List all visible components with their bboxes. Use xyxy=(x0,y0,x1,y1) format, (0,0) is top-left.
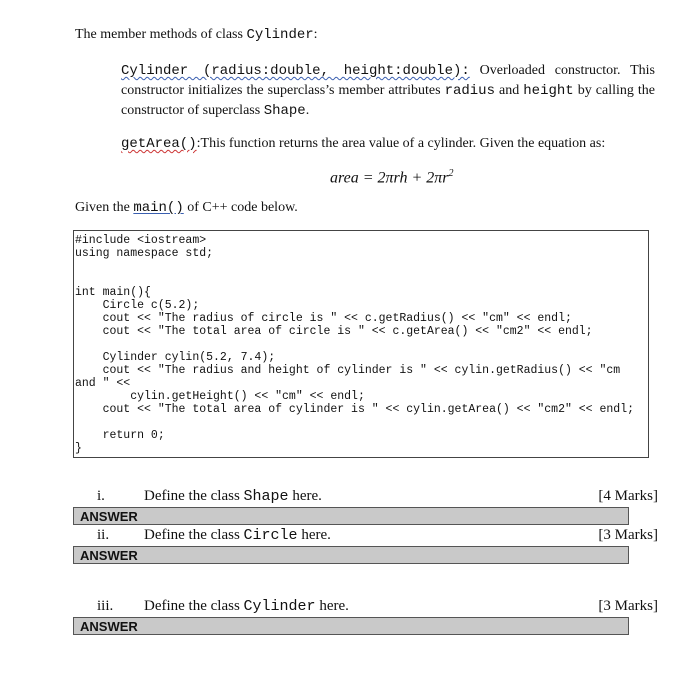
main-fn: main() xyxy=(133,200,184,216)
code-line: cout << "The radius of circle is " << c.getRadius() << "cm" << endl; xyxy=(75,312,572,325)
given-line: Given the main() of C++ code below. xyxy=(75,200,298,216)
question-1-number: i. xyxy=(97,488,105,504)
code-line: cout << "The radius and height of cylinder is " << cylin.getRadius() << "cm xyxy=(75,364,621,377)
superclass-name: Shape xyxy=(263,103,306,119)
getarea-paragraph: getArea():This function returns the area value of a cylinder. Given the equation as: xyxy=(121,136,606,152)
question-1-marks: [4 Marks] xyxy=(598,488,658,504)
code-line: using namespace std; xyxy=(75,247,214,260)
code-line: and " << xyxy=(75,377,131,390)
code-line: cylin.getHeight() << "cm" << endl; xyxy=(75,390,365,403)
code-line: int main(){ xyxy=(75,286,151,299)
question-3-number: iii. xyxy=(97,598,114,614)
code-line: cout << "The total area of circle is " << c.getArea() << "cm2" << endl; xyxy=(75,325,593,338)
constructor-paragraph: Cylinder (radius:double, height:double): Overloaded constructor. This constructor initializes the superclass’s member attributes radius and height by calling the constructor of superclass Shape. xyxy=(121,63,656,119)
attr-radius: radius xyxy=(444,83,495,99)
code-line: cout << "The total area of cylinder is " << cylin.getArea() << "cm2" << endl; xyxy=(75,403,634,416)
question-3-text: Define the class Cylinder here. xyxy=(144,598,349,615)
question-2-marks: [3 Marks] xyxy=(598,527,658,543)
answer-field-3[interactable]: ANSWER xyxy=(73,617,629,635)
code-line: } xyxy=(75,442,82,455)
question-2-text: Define the class Circle here. xyxy=(144,527,331,544)
class-name: Cylinder xyxy=(246,27,314,43)
code-line: #include <iostream> xyxy=(75,234,207,247)
constructor-signature: Cylinder (radius:double, height:double): xyxy=(121,63,470,79)
attr-height: height xyxy=(523,83,574,99)
getarea-signature: getArea() xyxy=(121,136,197,152)
question-2-number: ii. xyxy=(97,527,110,543)
answer-field-2[interactable]: ANSWER xyxy=(73,546,629,564)
code-block xyxy=(73,230,649,458)
answer-field-1[interactable]: ANSWER xyxy=(73,507,629,525)
area-formula: area = $2\pi rh + 2\pi r^2$ xyxy=(330,168,454,187)
intro-line: The member methods of class Cylinder: xyxy=(75,27,318,43)
code-line: Cylinder cylin(5.2, 7.4); xyxy=(75,351,276,364)
question-1-text: Define the class Shape here. xyxy=(144,488,322,505)
code-line: Circle c(5.2); xyxy=(75,299,200,312)
question-3-marks: [3 Marks] xyxy=(598,598,658,614)
code-line: return 0; xyxy=(75,429,165,442)
